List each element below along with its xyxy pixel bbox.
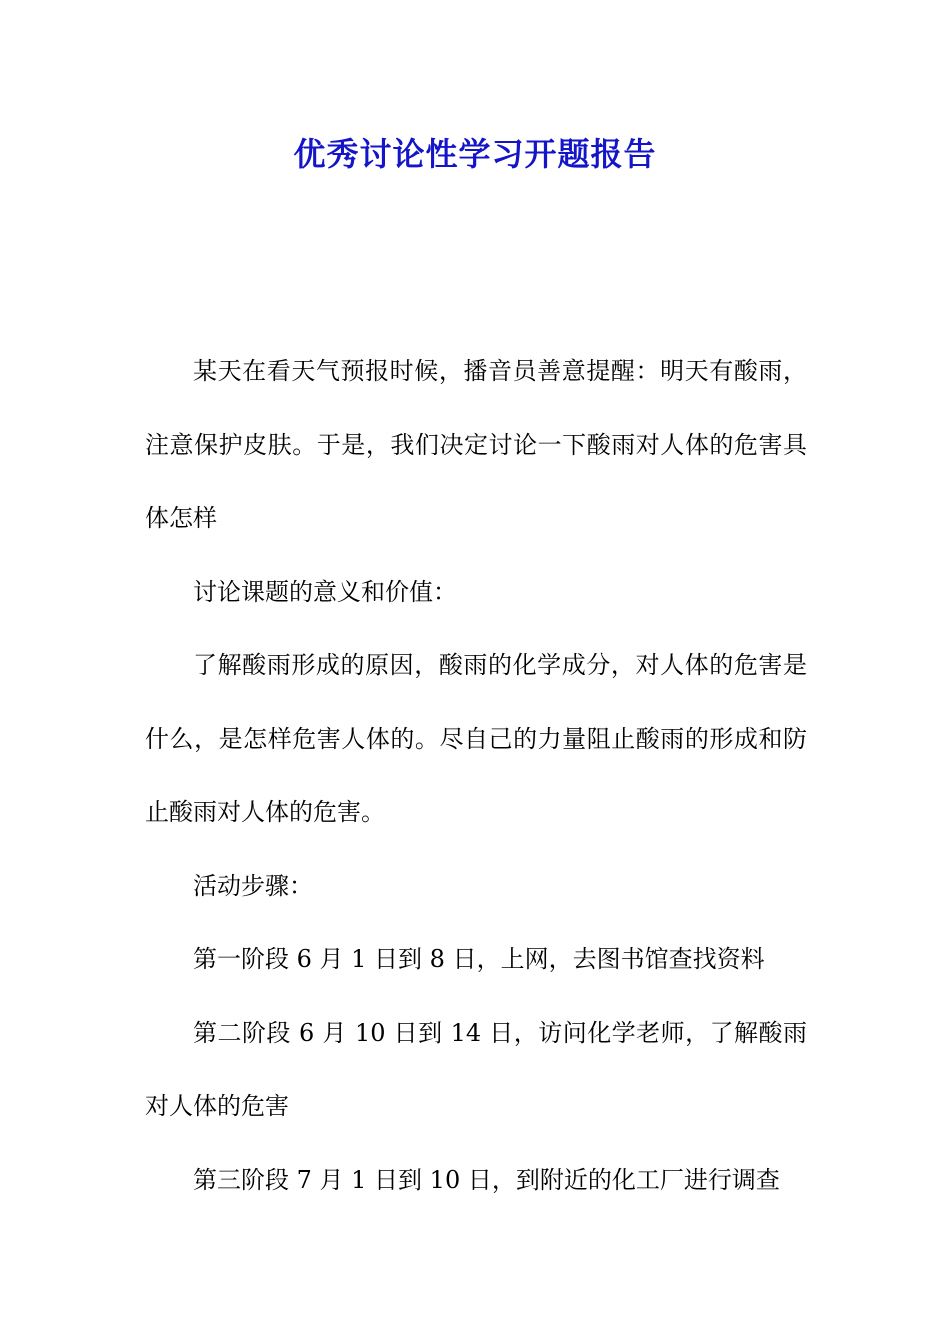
paragraph-significance-heading: 讨论课题的意义和价值： (193, 577, 457, 606)
paragraph-intro: 某天在看天气预报时候，播音员善意提醒：明天有酸雨，注意保护皮肤。于是，我们决定讨论一下酸雨对人体的危害具体怎样 (145, 357, 807, 532)
paragraph-stage-three: 第三阶段 7 月 1 日到 10 日，到附近的化工厂进行调查 (193, 1165, 780, 1194)
document-body (145, 335, 807, 1217)
paragraph-stage-two: 第二阶段 6 月 10 日到 14 日，访问化学老师，了解酸雨对人体的危害 (145, 1018, 807, 1120)
paragraph-steps-heading: 活动步骤： (193, 871, 313, 900)
page-title: 优秀讨论性学习开题报告 (293, 135, 657, 173)
paragraph-significance: 了解酸雨形成的原因，酸雨的化学成分，对人体的危害是什么，是怎样危害人体的。尽自己的力量阻止酸雨的形成和防止酸雨对人体的危害。 (145, 651, 807, 826)
paragraph-stage-one: 第一阶段 6 月 1 日到 8 日，上网，去图书馆查找资料 (193, 945, 765, 973)
